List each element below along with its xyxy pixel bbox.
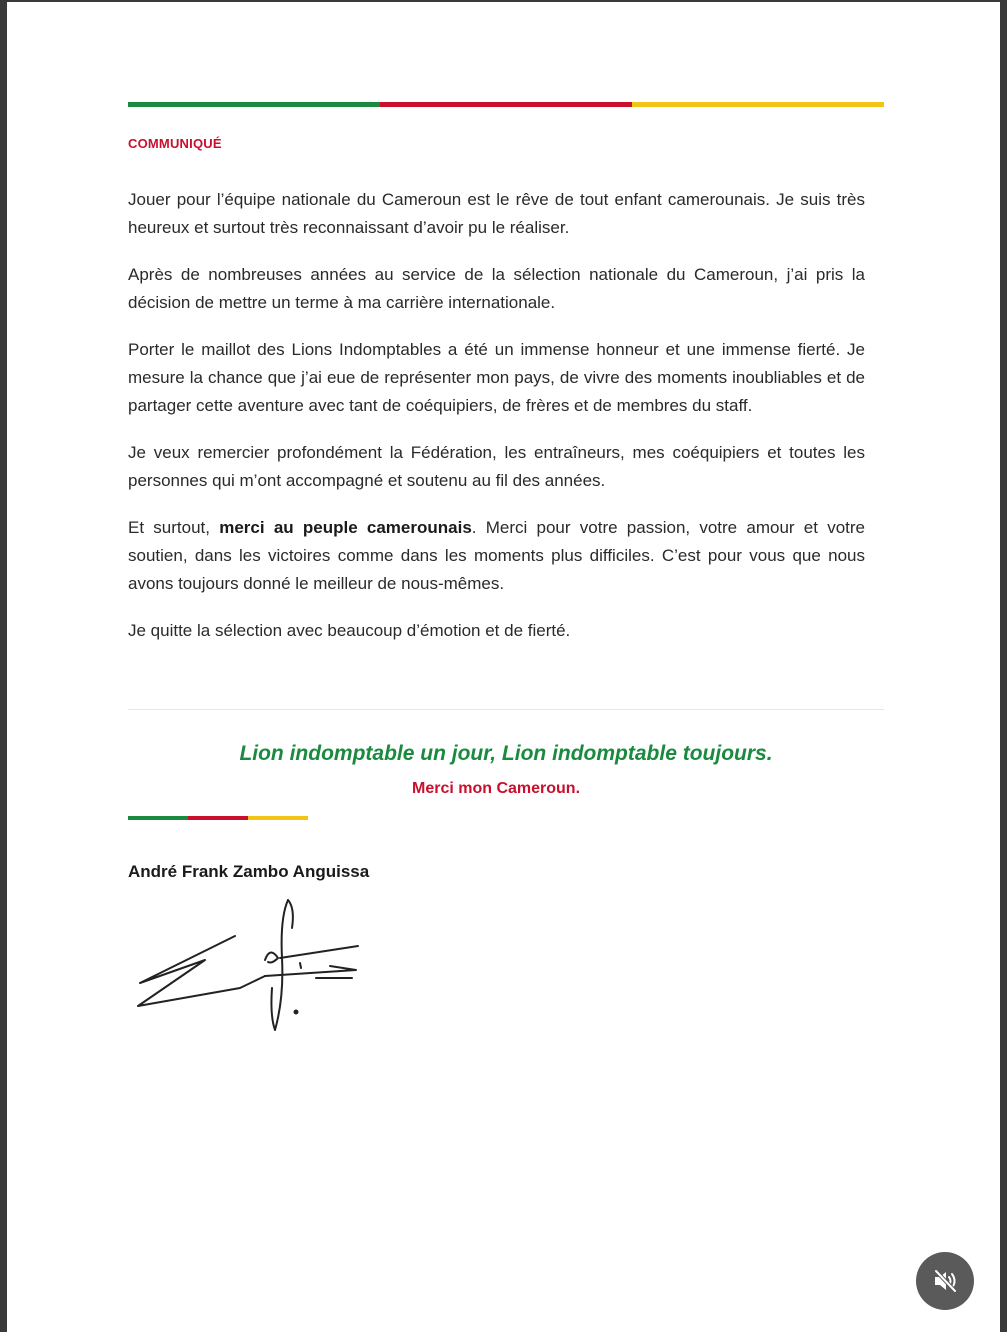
paragraph-3: Porter le maillot des Lions Indomptables a été un immense honneur et une immense fierté. Je mesure la chance que j’ai eue de représenter mon pays, de vivre des moments inoubliables et de partager cette aventure avec tant de coéquipiers, de frères et de membres du staff.	[128, 340, 865, 415]
paragraph-4: Je veux remercier profondément la Fédération, les entraîneurs, mes coéquipiers et toutes les personnes qui m’ont accompagné et soutenu au fil des années.	[128, 443, 865, 490]
section-divider	[128, 709, 884, 710]
paragraph-6: Je quitte la sélection avec beaucoup d’émotion et de fierté.	[128, 621, 571, 640]
stripe-red	[380, 102, 632, 107]
paragraph-5-start: Et surtout,	[128, 518, 220, 537]
document-body	[128, 186, 865, 664]
handwritten-signature	[120, 888, 370, 1048]
stripe-green	[128, 102, 380, 107]
mute-button[interactable]	[916, 1252, 974, 1310]
document-heading: COMMUNIQUÉ	[128, 136, 222, 151]
paragraph-5-end: . Merci pour votre passion, votre amour et votre soutien, dans les victoires comme dans les moments plus difficiles. C’est pour vous que nous avons toujours donné le meilleur de nous-mêmes.	[128, 518, 865, 593]
thanks-line: Merci mon Cameroun.	[411, 780, 581, 797]
signer-name: André Frank Zambo Anguissa	[128, 862, 370, 881]
motto: Lion indomptable un jour, Lion indomptable toujours.	[239, 742, 773, 765]
stripe-yellow	[248, 816, 308, 820]
flag-stripe-top	[128, 102, 884, 107]
paragraph-5	[128, 514, 865, 598]
speaker-muted-icon	[931, 1267, 959, 1295]
paragraph-5-bold: merci au peuple camerounais	[219, 518, 472, 537]
stripe-yellow	[632, 102, 884, 107]
paragraph-2: Après de nombreuses années au service de la sélection nationale du Cameroun, j’ai pris la décision de mettre un terme à ma carrière internationale.	[128, 265, 865, 312]
stripe-green	[128, 816, 188, 820]
flag-stripe-small	[128, 816, 308, 820]
stripe-red	[188, 816, 248, 820]
paragraph-1: Jouer pour l’équipe nationale du Cameroun est le rêve de tout enfant camerounais. Je suis très heureux et surtout très reconnaissant d’avoir pu le réaliser.	[128, 190, 865, 237]
